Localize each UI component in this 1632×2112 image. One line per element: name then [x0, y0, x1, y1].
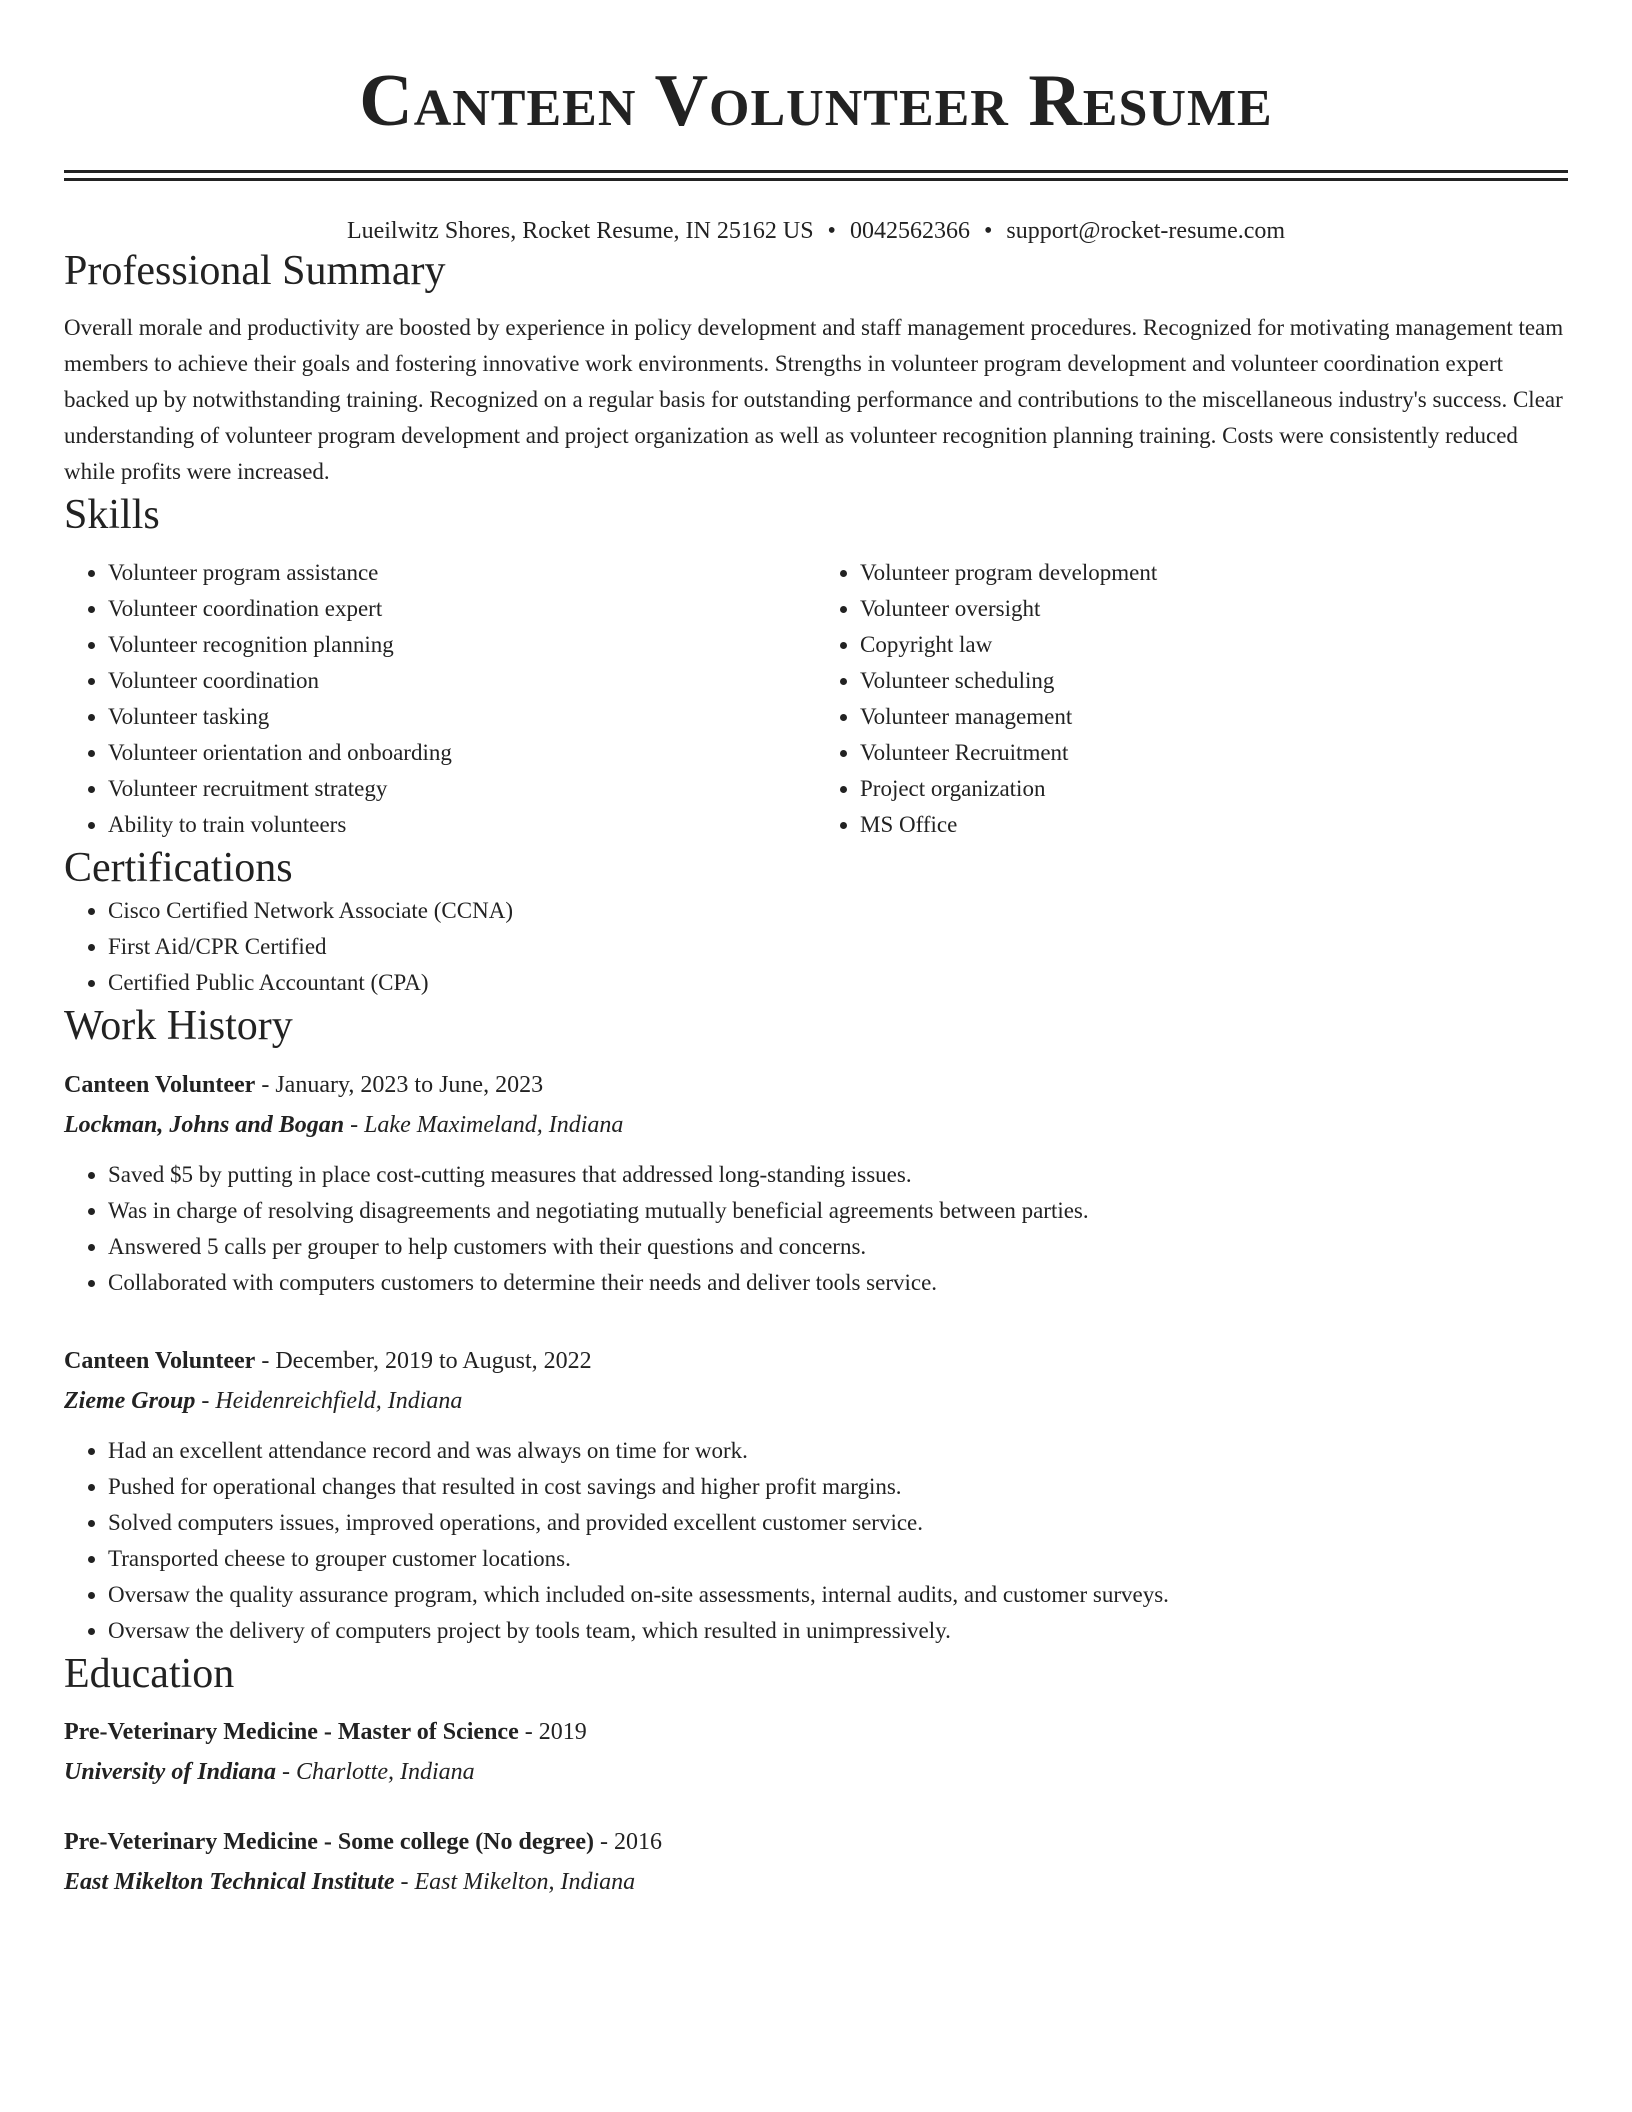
degree-name: Pre-Veterinary Medicine - Master of Science	[64, 1718, 519, 1745]
job-duties-list	[64, 1157, 1568, 1301]
job-title-line: Canteen Volunteer - December, 2019 to August, 2022	[64, 1348, 592, 1375]
school-name: University of Indiana	[64, 1758, 277, 1785]
company-line: Zieme Group - Heidenreichfield, Indiana	[64, 1388, 463, 1415]
job-duty-item: • Oversaw the delivery of computers project by tools team, which resulted in unimpressively.	[108, 1613, 1568, 1649]
summary-heading: Professional Summary	[64, 247, 446, 294]
company-location: Lake Maximeland, Indiana	[364, 1112, 624, 1139]
degree-line: Pre-Veterinary Medicine - Master of Science - 2019	[64, 1718, 587, 1745]
job-entry	[64, 1065, 1568, 1301]
degree-name: Pre-Veterinary Medicine - Some college (No degree)	[64, 1828, 595, 1855]
school-line: East Mikelton Technical Institute - East Mikelton, Indiana	[64, 1868, 636, 1895]
job-entry	[64, 1341, 1568, 1649]
job-title-line: Canteen Volunteer - January, 2023 to June, 2023	[64, 1072, 544, 1099]
skill-item: • Volunteer coordination expert	[108, 591, 816, 627]
degree-year: 2016	[614, 1828, 663, 1855]
job-dates: January, 2023 to June, 2023	[275, 1072, 544, 1099]
job-duty-item: • Answered 5 calls per grouper to help customers with their questions and concerns.	[108, 1229, 1568, 1265]
certification-item: • Cisco Certified Network Associate (CCNA)	[108, 893, 1568, 929]
skill-item: • Volunteer recognition planning	[108, 627, 816, 663]
skill-item: • Volunteer orientation and onboarding	[108, 735, 816, 771]
contact-separator: •	[983, 218, 993, 244]
contact-email: support@rocket-resume.com	[1006, 218, 1286, 244]
skill-item: • Volunteer tasking	[108, 699, 816, 735]
school-name: East Mikelton Technical Institute	[64, 1868, 395, 1895]
job-duty-item: • Saved $5 by putting in place cost-cutting measures that addressed long-standing issues.	[108, 1157, 1568, 1193]
contact-phone: 0042562366	[849, 218, 970, 244]
skill-item: • Ability to train volunteers	[108, 807, 816, 843]
resume-title: Canteen Volunteer Resume	[359, 60, 1273, 142]
education-entry	[64, 1822, 1568, 1902]
degree-line: Pre-Veterinary Medicine - Some college (No degree) - 2016	[64, 1828, 663, 1855]
education-heading: Education	[64, 1651, 235, 1698]
contact-line	[64, 217, 1568, 246]
skill-item: • Volunteer Recruitment	[860, 735, 1568, 771]
school-location: Charlotte, Indiana	[296, 1758, 475, 1785]
job-duty-item: • Collaborated with computers customers to determine their needs and deliver tools service.	[108, 1265, 1568, 1301]
job-duty-item: • Had an excellent attendance record and was always on time for work.	[108, 1433, 1568, 1469]
school-line: University of Indiana - Charlotte, Indiana	[64, 1758, 475, 1785]
job-duty-item: • Solved computers issues, improved operations, and provided excellent customer service.	[108, 1505, 1568, 1541]
skill-item: • Volunteer scheduling	[860, 663, 1568, 699]
degree-year: 2019	[538, 1718, 587, 1745]
job-duty-item: • Transported cheese to grouper customer locations.	[108, 1541, 1568, 1577]
school-location: East Mikelton, Indiana	[414, 1868, 636, 1895]
skills-heading: Skills	[64, 492, 160, 539]
skill-item: • Volunteer program assistance	[108, 555, 816, 591]
job-dates: December, 2019 to August, 2022	[275, 1348, 592, 1375]
certification-item: • First Aid/CPR Certified	[108, 929, 1568, 965]
certifications-heading: Certifications	[64, 844, 293, 891]
skills-columns	[64, 555, 1568, 843]
education-entry	[64, 1712, 1568, 1792]
job-title: Canteen Volunteer	[64, 1072, 256, 1099]
skill-item: • Volunteer management	[860, 699, 1568, 735]
skill-item: • Volunteer coordination	[108, 663, 816, 699]
certification-item: • Certified Public Accountant (CPA)	[108, 965, 1568, 1001]
job-duty-item: • Pushed for operational changes that resulted in cost savings and higher profit margins.	[108, 1469, 1568, 1505]
work-history-heading: Work History	[64, 1002, 293, 1049]
contact-separator: •	[827, 218, 836, 244]
job-duties-list	[64, 1433, 1568, 1649]
skill-item: • Project organization	[860, 771, 1568, 807]
skill-item: • MS Office	[860, 807, 1568, 843]
skill-item: • Volunteer recruitment strategy	[108, 771, 816, 807]
title-double-rule	[64, 170, 1568, 181]
skill-item: • Volunteer oversight	[860, 591, 1568, 627]
company-name: Lockman, Johns and Bogan	[64, 1112, 345, 1139]
company-name: Zieme Group	[64, 1388, 196, 1415]
skill-item: • Volunteer program development	[860, 555, 1568, 591]
company-line: Lockman, Johns and Bogan - Lake Maximeland, Indiana	[64, 1112, 624, 1139]
contact-address: Lueilwitz Shores, Rocket Resume, IN 25162 US	[346, 218, 814, 244]
summary-text: Overall morale and productivity are boosted by experience in policy development and staff management procedures. Recognized for motivating management team members to achieve their goals and fostering innovative work environments. Strengths in volunteer program development and volunteer coordination expert backed up by notwithstanding training. Recognized on a regular basis for outstanding performance and contributions to the miscellaneous industry's success. Clear understanding of volunteer program development and project organization as well as volunteer recognition planning training. Costs were consistently reduced while profits were increased.	[64, 315, 1564, 485]
job-title: Canteen Volunteer	[64, 1348, 256, 1375]
certifications-list	[64, 893, 1568, 1001]
skills-list-left	[64, 555, 816, 843]
skills-list-right	[816, 555, 1568, 843]
skill-item: • Copyright law	[860, 627, 1568, 663]
job-duty-item: • Oversaw the quality assurance program, which included on-site assessments, internal audits, and customer surveys.	[108, 1577, 1568, 1613]
company-location: Heidenreichfield, Indiana	[215, 1388, 463, 1415]
job-duty-item: • Was in charge of resolving disagreements and negotiating mutually beneficial agreements between parties.	[108, 1193, 1568, 1229]
